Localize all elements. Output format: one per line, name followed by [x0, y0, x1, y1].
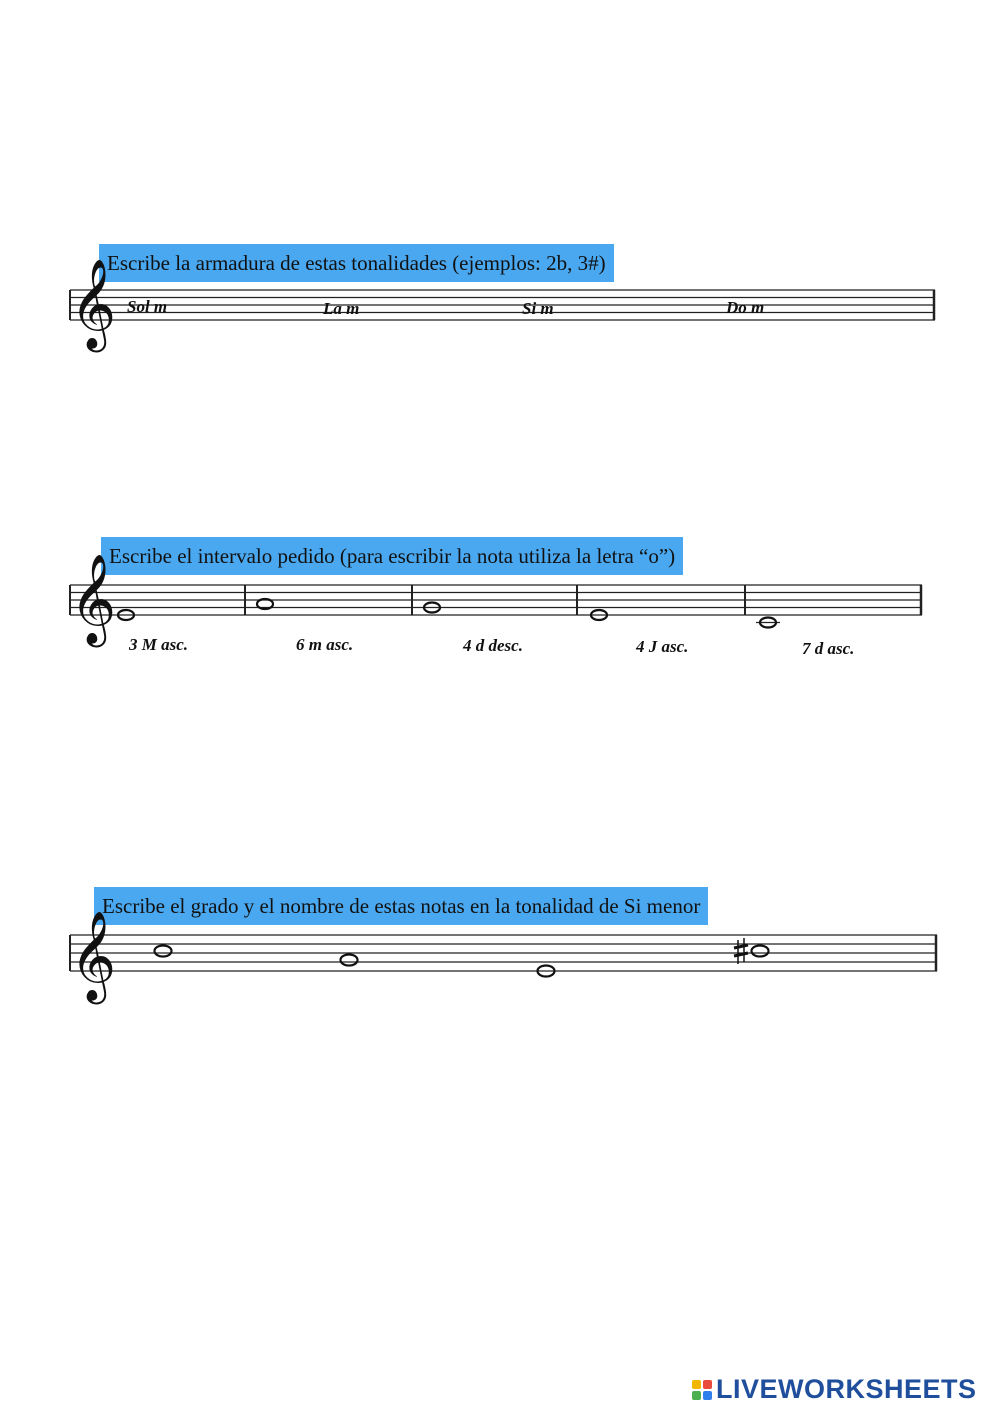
- treble-clef-icon: 𝄞: [70, 554, 117, 644]
- logo-text: LIVEWORKSHEETS: [716, 1374, 977, 1404]
- whole-note: [155, 946, 172, 957]
- interval-label: 4 d desc.: [463, 636, 523, 655]
- instruction-banner-3: Escribe el grado y el nombre de estas notas en la tonalidad de Si menor: [94, 887, 708, 925]
- sharp-icon: [734, 938, 748, 964]
- interval-label: 7 d asc.: [802, 639, 855, 658]
- key-label: Sol m: [127, 297, 168, 316]
- whole-note: [341, 955, 358, 966]
- instruction-banner-1: Escribe la armadura de estas tonalidades (ejemplos: 2b, 3#): [99, 244, 614, 282]
- key-label: Do m: [726, 298, 765, 317]
- key-label: La m: [323, 299, 360, 318]
- interval-label: 6 m asc.: [296, 635, 354, 654]
- interval-label: 3 M asc.: [129, 635, 189, 654]
- logo-mark-icon: [692, 1380, 712, 1400]
- whole-note: [752, 946, 769, 957]
- instruction-banner-2: Escribe el intervalo pedido (para escribir la nota utiliza la letra “o”): [101, 537, 683, 575]
- key-label: Si m: [522, 299, 554, 318]
- treble-clef-icon: 𝄞: [70, 911, 117, 1001]
- interval-label: 4 J asc.: [636, 637, 689, 656]
- liveworksheets-logo: [692, 1374, 977, 1405]
- staff-3: [0, 911, 1000, 1001]
- treble-clef-icon: 𝄞: [70, 259, 117, 349]
